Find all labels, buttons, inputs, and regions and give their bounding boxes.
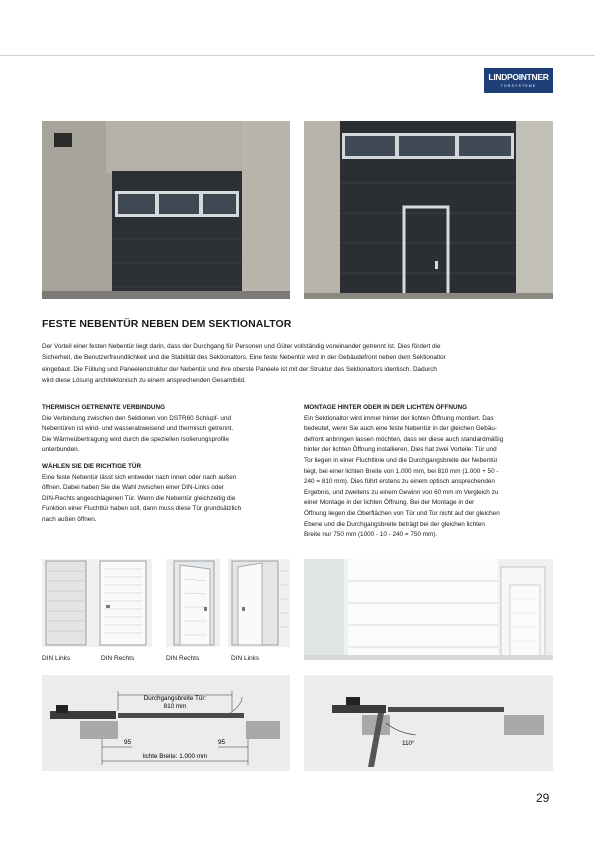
body-line: Breite nur 750 mm (1000 - 10 - 240 = 750 mm). xyxy=(304,531,438,539)
intro-line: wird diese Lösung architektonisch zu einem ansprechenden Gesamtbild. xyxy=(42,377,246,385)
plan-clear-width: lichte Breite: 1.000 mm xyxy=(142,753,208,760)
body-line: unterbunden. xyxy=(42,446,80,454)
intro-line: eingebaut. Die Füllung und Paneelenstruktur der Nebentür und ihre oberste Paneele ist mit der Struktur des Sektionaltors identisch. Dadurch xyxy=(42,365,437,373)
body-line: nach außen öffnen. xyxy=(42,515,97,523)
plan-drawing-behind-opening xyxy=(42,675,290,771)
photo-interior-door-rendering xyxy=(304,559,553,660)
photo-sectional-door-exterior xyxy=(42,121,290,299)
door-illustration-din-links xyxy=(228,559,290,647)
body-line: Nebentüren ist wind- und wasserabweisend und thermisch getrennt. xyxy=(42,425,234,433)
body-line: Ein Sektionaltor wird immer hinter der lichten Öffnung montiert. Das xyxy=(304,414,494,422)
body-line: liegt, bei einer lichten Breite von 1.000 mm, bei 810 mm (1.000 + 50 - xyxy=(304,467,499,475)
body-line: 240 = 810 mm). Dies führt erstens zu einem optisch ansprechenden xyxy=(304,478,495,486)
right-column xyxy=(304,403,554,541)
body-line: Ergebnis, und zweitens zu einem Gewinn von 60 mm im Vergleich zu xyxy=(304,488,499,496)
body-line: hinter der lichten Öffnung installieren. Dies hat zwei Vorteile: Tür und xyxy=(304,446,497,454)
body-line: Ebene und die Durchgangsbreite beträgt bei der gleichen lichten xyxy=(304,520,485,528)
door-label: DIN Links xyxy=(42,655,71,662)
body-line: einer Montage in der lichten Öffnung. Bei der Montage in der xyxy=(304,499,475,507)
body-line: Öffnung liegen die Oberflächen von Tür und Tor nicht auf der gleichen xyxy=(304,509,500,517)
logo-wordmark: LINDPOINTNER xyxy=(488,72,549,82)
body-line: DIN-Rechts angeschlagenen Tür. Wenn die Nebentür gleichzeitig die xyxy=(42,494,236,502)
door-label: DIN Rechts xyxy=(166,655,200,662)
section-title-mounting: MONTAGE HINTER ODER IN DER LICHTEN ÖFFNUNG xyxy=(304,404,468,411)
body-line: Die Wärmeübertragung wird durch die speziellen Isolierungsprofile xyxy=(42,435,229,443)
intro-paragraph xyxy=(42,341,554,387)
plan-passage-value: 810 mm xyxy=(163,703,187,710)
door-illustration-din-rechts xyxy=(166,559,220,647)
body-line: bedeutet, wenn Sie auch eine feste Nebentür in der gleichen Gebäu- xyxy=(304,425,497,433)
body-line: Die Verbindung zwischen den Sektionen von DSTR60 Schlupf- und xyxy=(42,414,232,422)
section-title-thermal: THERMISCH GETRENNTE VERBINDUNG xyxy=(42,404,166,411)
body-line: Eine feste Nebentür lässt sich entweder nach innen oder nach außen xyxy=(42,473,237,481)
page-number: 29 xyxy=(536,791,550,805)
page-heading: FESTE NEBENTÜR NEBEN DEM SEKTIONALTOR xyxy=(42,318,292,330)
left-column xyxy=(42,403,290,526)
door-illustration-din-links-din-rechts xyxy=(42,559,152,647)
body-line: Funktion einer Fluchttür haben soll, dann muss diese Tür grundsätzlich xyxy=(42,505,242,513)
body-line: öffnen. Dabei haben Sie die Wahl zwischen einer DIN-Links oder xyxy=(42,484,224,492)
body-line: Tor liegen in einer Fluchtlinie und die Durchgangsbreite der Nebentür xyxy=(304,456,498,464)
plan-left-dim: 95 xyxy=(124,739,132,746)
plan-angle-label: 110° xyxy=(402,740,415,747)
body-line: defront anbringen lassen möchten, dass wir diese auch standardmäßig xyxy=(304,435,504,443)
door-label: DIN Links xyxy=(231,655,260,662)
logo-tagline: TORSYSTEME xyxy=(500,84,537,88)
plan-right-dim: 95 xyxy=(218,739,226,746)
section-title-choose-door: WÄHLEN SIE DIE RICHTIGE TÜR xyxy=(42,462,142,470)
door-label: DIN Rechts xyxy=(101,655,135,662)
plan-passage-label: Durchgangsbreite Tür: xyxy=(143,695,207,702)
intro-line: Der Vorteil einer festen Nebentür liegt darin, dass der Durchgang für Personen und Güter vollständig voneinander getrennt ist. Dies fördert die xyxy=(42,343,441,350)
plan-drawing-opening-angle xyxy=(304,675,553,771)
photo-door-with-side-door xyxy=(304,121,553,299)
header-rule xyxy=(0,55,595,56)
intro-line: Sicherheit, die Benutzerfreundlichkeit und die Stabilität des Sektionaltors. Eine feste Nebentür wird in der Gebäudefront neben dem Sektionaltor xyxy=(42,354,446,362)
brand-logo xyxy=(484,68,553,93)
